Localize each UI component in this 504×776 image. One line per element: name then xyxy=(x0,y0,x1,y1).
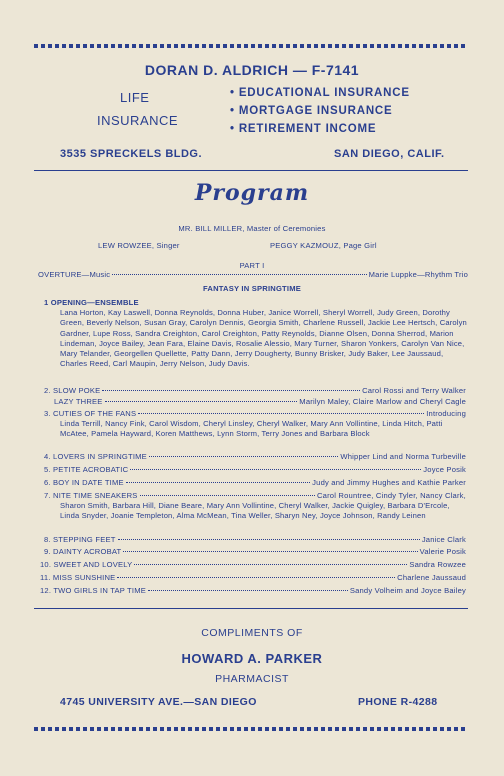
item-label: 9. DAINTY ACROBAT xyxy=(44,547,122,556)
ad-service-1: • EDUCATIONAL INSURANCE xyxy=(230,87,410,99)
sponsor-address: 4745 UNIVERSITY AVE.—SAN DIEGO xyxy=(60,696,257,708)
leader-dots xyxy=(102,390,360,391)
item-label: 11. MISS SUNSHINE xyxy=(40,573,116,582)
leader-dots xyxy=(149,456,338,457)
leader-dots xyxy=(134,564,407,565)
leader-dots xyxy=(138,413,424,414)
ad-city: SAN DIEGO, CALIF. xyxy=(334,148,445,160)
master-of-ceremonies: MR. BILL MILLER, Master of Ceremonies xyxy=(178,224,326,233)
ad-divider xyxy=(34,170,468,171)
page-girl: PEGGY KAZMOUZ, Page Girl xyxy=(270,241,377,250)
item-value: Sandra Rowzee xyxy=(409,560,466,569)
item-value: Whipper Lind and Norma Turbeville xyxy=(340,452,466,461)
part-heading: PART I xyxy=(239,261,265,270)
item-value: Judy and Jimmy Hughes and Kathie Parker xyxy=(312,478,466,487)
leader-dots xyxy=(148,590,348,591)
ad-insurance: INSURANCE xyxy=(97,113,179,128)
program-item xyxy=(44,409,466,418)
item-label: 7. NITE TIME SNEAKERS xyxy=(44,491,138,500)
fantasy-heading: FANTASY IN SPRINGTIME xyxy=(202,284,301,293)
item-label: 10. SWEET AND LOVELY xyxy=(40,560,133,569)
program-title: Program xyxy=(194,180,310,206)
program-item xyxy=(44,535,466,544)
item-label: 2. SLOW POKE xyxy=(44,386,101,395)
item-label: 5. PETITE ACROBATIC xyxy=(44,465,129,474)
item-value: Carol Rountree, Cindy Tyler, Nancy Clark, xyxy=(316,491,466,500)
program-item xyxy=(40,573,466,582)
program-item xyxy=(44,547,466,556)
opening-cast: Lana Horton, Kay Laswell, Donna Reynolds, Donna Huber, Janice Worrell, Sheryl Worrell, Judy Green, Dorothy Green, Beverly Nelson, Susan Gray, Carolyn Dennis, Georgia Smith, Charlene Russell, Jackie Lee Hertsch, Carolyn Gardner, Lupe Ross, Sandra Creighton, Carol Creighton, Patty Reynolds, Dianne Olsen, Donna Sherrod, Marion Lindeman, Joyce Bailey, Jean Fara, Elaine Davis, Rosalie Alessio, Mary Turner, Sharon Yonkers, Carolyn Van Nice, Mary Telander, Georgellen Quellette, Patty Dann, Jerry Dougherty, Bunny Brisker, Judy Baker, Lee Jaussaud, Charles Reed, Carl Maupin, Jerry Nelson, Judy Davis. xyxy=(60,308,467,369)
compliments: COMPLIMENTS OF xyxy=(201,627,303,639)
item-label: 6. BOY IN DATE TIME xyxy=(44,478,124,487)
item-label: 3. CUTIES OF THE FANS xyxy=(44,409,137,418)
ad-title: DORAN D. ALDRICH — F-7141 xyxy=(144,62,360,78)
leader-dots xyxy=(130,469,421,470)
ad-service-2: • MORTGAGE INSURANCE xyxy=(230,105,393,117)
item-value: Charlene Jaussaud xyxy=(397,573,466,582)
program-item xyxy=(44,491,466,500)
singer: LEW ROWZEE, Singer xyxy=(98,241,180,250)
item-value: Introducing xyxy=(426,409,466,418)
sponsor-name: HOWARD A. PARKER xyxy=(181,651,323,666)
item-value: Carol Rossi and Terry Walker xyxy=(362,386,466,395)
program-item xyxy=(54,397,466,406)
ad-life: LIFE xyxy=(120,90,150,105)
leader-dots xyxy=(126,482,310,483)
program-item xyxy=(44,478,466,487)
sponsor-phone: PHONE R-4288 xyxy=(358,696,438,708)
item-value: Janice Clark xyxy=(421,535,466,544)
leader-dots xyxy=(140,495,315,496)
program-item xyxy=(40,560,466,569)
ad-address: 3535 SPRECKELS BLDG. xyxy=(60,148,203,160)
item-label: 8. STEPPING FEET xyxy=(44,535,116,544)
item-label: 4. LOVERS IN SPRINGTIME xyxy=(44,452,147,461)
ad-service-3: • RETIREMENT INCOME xyxy=(230,123,377,135)
leader-dots xyxy=(105,401,298,402)
footer-divider xyxy=(34,608,468,609)
overture-row xyxy=(38,270,468,279)
program-item xyxy=(44,386,466,395)
leader-dots xyxy=(117,577,395,578)
cuties-cast: Linda Terrill, Nancy Fink, Carol Wisdom, Cheryl Linsley, Cheryl Walker, Mary Ann Vollintine, Linda Hitch, Patti McAtee, Pamela Hayward, Koren Matthews, Lynn Storm, Terry Jones and Barbara Block xyxy=(60,419,443,439)
overture-value: Marie Luppke—Rhythm Trio xyxy=(368,270,468,279)
program-item xyxy=(44,465,466,474)
overture-label: OVERTURE—Music xyxy=(38,270,111,279)
bottom-hatch-border xyxy=(34,727,468,731)
program-item xyxy=(44,452,466,461)
sponsor-role: PHARMACIST xyxy=(215,673,289,685)
item-value: Marilyn Maley, Claire Marlow and Cheryl Cagle xyxy=(299,397,466,406)
leader-dots xyxy=(123,551,417,552)
opening-label: 1 OPENING—ENSEMBLE xyxy=(44,298,139,307)
sneakers-cast: Sharon Smith, Barbara Hill, Diane Beare, Mary Ann Vollintine, Cheryl Walker, Jackie Quigley, Barbara D'Ercole, Linda Snyder, Joanie Templeton, Alma McMean, Tina Weller, Sharyn Ney, Joyce Johnson, Randy Leinen xyxy=(60,501,450,521)
leader-dots xyxy=(118,539,420,540)
item-value: Joyce Posik xyxy=(423,465,466,474)
item-value: Valerie Posik xyxy=(419,547,466,556)
item-label: LAZY THREE xyxy=(54,397,103,406)
item-label: 12. TWO GIRLS IN TAP TIME xyxy=(40,586,146,595)
leader-dots xyxy=(112,274,366,275)
item-value: Sandy Volheim and Joyce Bailey xyxy=(349,586,466,595)
program-item xyxy=(40,586,466,595)
top-hatch-border xyxy=(34,44,468,48)
